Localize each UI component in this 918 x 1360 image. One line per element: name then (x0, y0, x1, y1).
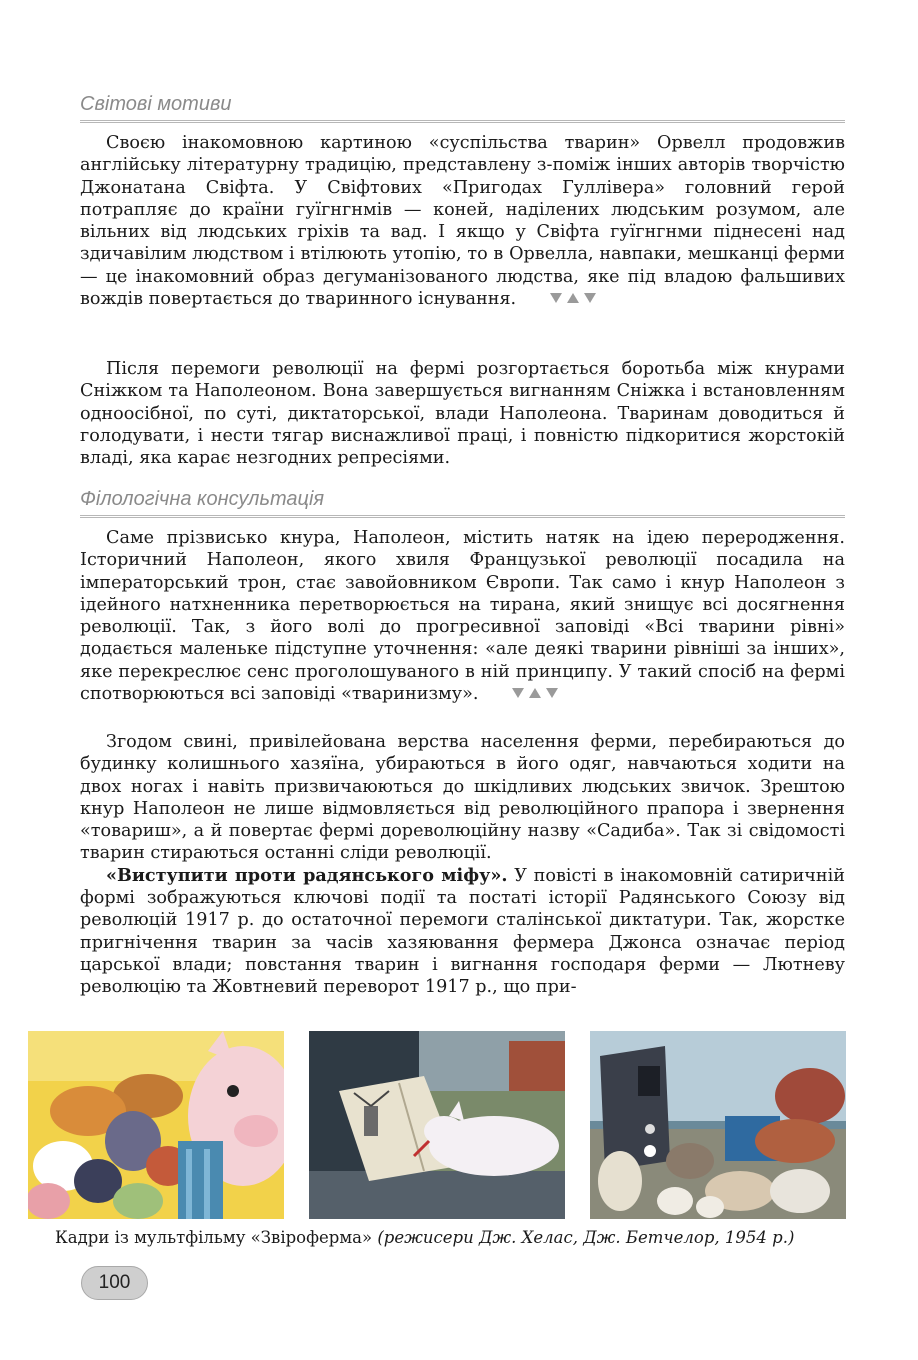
soviet-myth-lead: «Виступити проти радянського міфу». (106, 864, 508, 886)
revolution-paragraph-block (80, 358, 845, 469)
philology-paragraph: Саме прізвисько кнура, Наполеон, містить натяк на ідею переродження. Історичний Наполеон, якого хвиля Французької революції посадила на імператорський трон, стає завойовником Європи. Так само і кнур Наполеон з ідейного натхненника перетворюється на тирана, який знищує всі досягнення революції. Так, з його волі до прогресивної заповіді «Всі тварини рівні» додається маленьке підступне уточнення: «але деякі тварини рівніші за інших», яке перекреслює сенс проголошуваного в ній принципу. У такий спосіб на фермі спотворюються всі заповіді «тваринизму». (80, 528, 845, 705)
philology-section (80, 488, 845, 706)
frame-pig-reading-book (309, 1031, 565, 1219)
caption-main: Кадри із мультфільму «Звіроферма» (55, 1228, 373, 1247)
world-motifs-paragraph: Своєю інакомовною картиною «суспільства тварин» Орвелл продовжив англійську літературну традицію, представлену з-поміж інших авторів творчістю Джонатана Свіфта. У Свіфтових «Пригодах Гуллівера» головний герой потрапляє до країни гуїгнгнмів — коней, наділених людським розумом, але вільних від людських гріхів та вад. І якщо у Свіфта гуїгнгнми піднесені над здичавілим людством і втілюють утопію, то в Орвелла, навпаки, мешканці ферми — це інакомовний образ дегуманізованого людства, яке під владою фальшивих вождів повертається до тваринного існування. (80, 133, 845, 310)
soviet-myth-paragraph: «Виступити проти радянського міфу». У повісті в інакомовній сатиричній формі зображуються ключові події та постаті історії Радянського Союзу від революцій 1917 р. до остаточної перемоги сталінської диктатури. Так, жорстке пригнічення тварин за часів хазяювання фермера Джонса означає період царської влади; повстання тварин і вигнання господаря ферми — Лютневу революцію та Жовтневий переворот 1917 р., що при- (80, 864, 846, 998)
pigs-paragraph: Згодом свині, привілейована верства населення ферми, перебираються до будинку колишнього хазяїна, убираються в його одяг, навчаються ходити на двох ногах і навіть призвичаюються до шкідливих людських звичок. Зрештою кнур Наполеон не лише відмовляється від революційного прапора і звернення «товариш», а й повертає фермі дореволюційну назву «Садиба». Так зі свідомості тварин стираються останні сліди революції. (80, 732, 845, 864)
caption-credits: (режисери Дж. Хелас, Дж. Бетчелор, 1954 р.) (377, 1228, 795, 1247)
revolution-paragraph: Після перемоги революції на фермі розгортається боротьба між кнурами Сніжком та Наполеоном. Вона завершується вигнанням Сніжка і встановленням одноосібної, по суті, диктаторської, влади Наполеона. Тваринам доводиться й голодувати, і нести тягар виснажливої праці, і повністю підкоритися жорстокій владі, яка карає незгодних репресіями. (80, 359, 845, 469)
philology-heading: Філологічна консультація (80, 488, 845, 518)
world-motifs-section (80, 93, 845, 311)
section-end-marker-icon (524, 288, 596, 310)
world-motifs-heading: Світові мотиви (80, 93, 845, 123)
pigs-paragraph-block (80, 731, 845, 999)
frame-animals-crowd (28, 1031, 284, 1219)
frame-animals-van (590, 1031, 846, 1219)
page-number: 100 (81, 1266, 148, 1300)
figure-caption (55, 1228, 865, 1247)
section-end-marker-icon (486, 683, 558, 705)
